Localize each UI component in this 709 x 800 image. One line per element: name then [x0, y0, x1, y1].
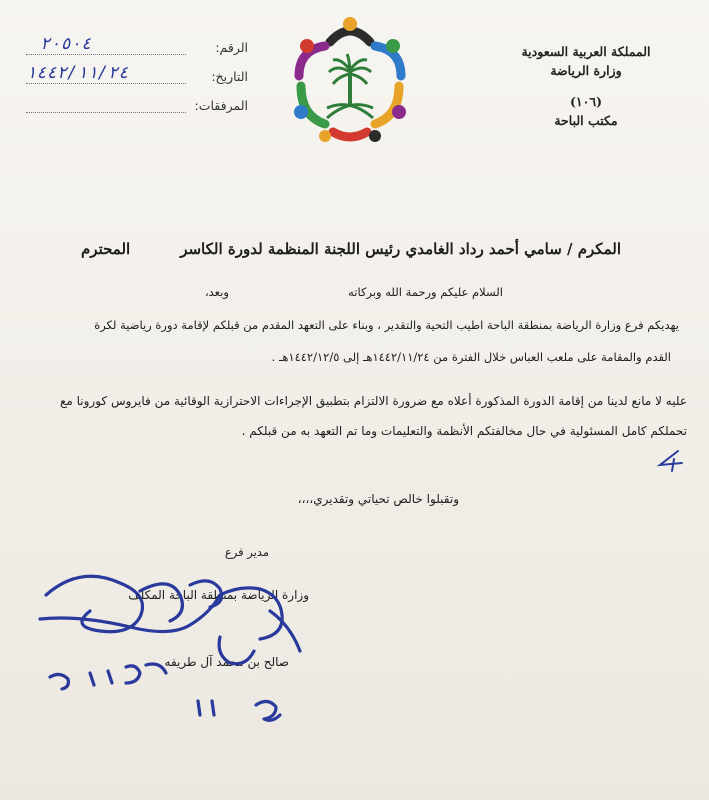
body-line-2: القدم والمقامة على ملعب العباس خلال الفترة من ١٤٤٢/١١/٢٤هـ إلى ١٤٤٢/١٢/٥هـ . [271, 350, 671, 364]
body-line-3: عليه لا مانع لدينا من إقامة الدورة المذكورة أعلاه مع ضرورة الالتزام بتطبيق الإجراءات الاحترازية الوقائية من فايروس كورونا مع [60, 394, 687, 408]
signatory-name: صالح بن محمد آل طريفه [164, 655, 289, 669]
number-label: الرقم: [215, 40, 248, 55]
date-handwritten: ١٤٤٢/١١/٢٤ [26, 63, 129, 83]
after-greeting: وبعد، [204, 285, 229, 299]
office-code: (١٠٦) [570, 94, 602, 109]
body-line-1: يهديكم فرع وزارة الرياضة بمنطقة الباحة اطيب التحية والتقدير ، وبناء على التعهد المقدم من قبلكم لإقامة دورة رياضية لكرة [94, 318, 679, 332]
attachments-label: المرفقات: [194, 98, 248, 113]
letterhead-left [18, 34, 248, 125]
greeting: السلام عليكم ورحمة الله وبركاته [348, 285, 503, 299]
office-name: مكتب الباحة [554, 113, 618, 128]
addressee-honorific: المحترم [81, 240, 131, 258]
date-dots [26, 83, 186, 84]
signatory-title-2: وزارة الرياضة بمنطقة الباحة المكلف [128, 588, 309, 602]
ministry-logo [285, 12, 415, 152]
kingdom-name: المملكة العربية السعودية [521, 44, 651, 59]
ministry-name: وزارة الرياضة [550, 63, 622, 78]
signatory-title-1: مدير فرع [224, 545, 269, 559]
number-handwritten: ٢٠٥٠٤ [40, 34, 92, 54]
date-label: التاريخ: [211, 69, 248, 84]
number-dots [26, 54, 186, 55]
addressee-line [81, 240, 621, 258]
handwritten-signature [20, 555, 320, 735]
closing-line: وتقبلوا خالص تحياتي وتقديري،،،، [297, 492, 459, 506]
letterhead-right [491, 42, 681, 130]
body-line-4: تحملكم كامل المسئولية في حال مخالفتكم الأنظمة والتعليمات وما تم التعهد به من قبلكم . [241, 424, 687, 438]
addressee-name: المكرم / سامي أحمد رداد الغامدي رئيس اللجنة المنظمة لدورة الكاسر [180, 240, 621, 258]
date-row [18, 63, 248, 96]
handwritten-mark [648, 445, 688, 475]
attachments-row [18, 96, 248, 125]
attachments-dots [26, 112, 186, 113]
